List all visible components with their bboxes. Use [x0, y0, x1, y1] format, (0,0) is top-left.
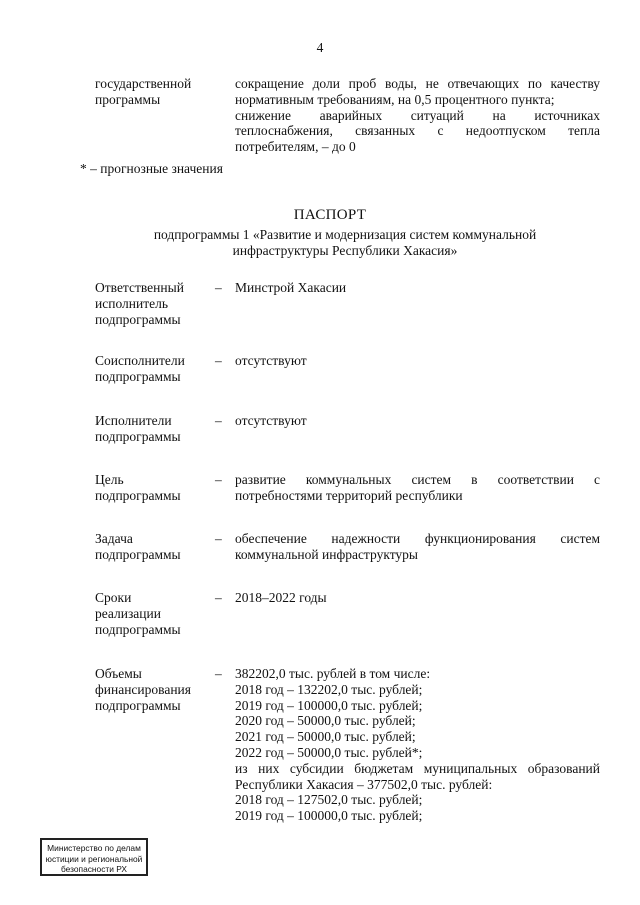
value-line: Минстрой Хакасии [235, 280, 347, 295]
dash: – [215, 590, 222, 605]
value-line: из них субсидии бюджетам муниципальных образований [235, 760, 600, 776]
passport-row-label [95, 413, 210, 445]
label-line: Цель [95, 472, 124, 487]
continuation-value-line: теплоснабжения, связанных с недоотпуском тепла [235, 123, 600, 139]
passport-row-label [95, 590, 210, 637]
value-line: 2022 год – 50000,0 тыс. рублей*; [235, 744, 423, 760]
passport-row-label [95, 666, 210, 713]
value-line: обеспечение надежности функционирования систем [235, 531, 600, 546]
label-line: финансирования [95, 681, 191, 697]
continuation-label-line: программы [95, 91, 161, 107]
passport-subtitle-line: подпрограммы 1 «Развитие и модернизация систем коммунальной [153, 227, 537, 242]
passport-title: ПАСПОРТ [293, 207, 367, 223]
value-line: 2020 год – 50000,0 тыс. рублей; [235, 713, 416, 729]
dash: – [215, 666, 222, 681]
stamp-line: безопасности РХ [60, 864, 128, 874]
passport-row-value [235, 353, 600, 369]
continuation-value-line: снижение аварийных ситуаций на источниках [235, 107, 600, 123]
passport-row-label [95, 280, 210, 327]
label-line: Задача [95, 531, 133, 546]
value-line: 2019 год – 100000,0 тыс. рублей; [235, 697, 423, 713]
passport-row-value [235, 666, 600, 824]
passport-row-label [95, 353, 210, 385]
label-line: подпрограммы [95, 487, 181, 503]
continuation-value [235, 76, 600, 155]
value-line: 2018 год – 127502,0 тыс. рублей; [235, 792, 423, 808]
passport-row-label [95, 472, 210, 504]
passport-row-value [235, 472, 600, 504]
passport-row-value [235, 590, 600, 606]
passport-row-label [95, 531, 210, 563]
continuation-label-line: государственной [95, 76, 192, 91]
value-line: 2019 год – 100000,0 тыс. рублей; [235, 808, 423, 824]
label-line: Ответственный [95, 280, 184, 295]
continuation-label [95, 76, 225, 108]
value-line: развитие коммунальных систем в соответствии с [235, 472, 600, 487]
value-line: 2018 год – 132202,0 тыс. рублей; [235, 681, 423, 697]
passport-subtitle-line: инфраструктуры Республики Хакасия» [232, 242, 458, 258]
continuation-value-line: нормативным требованиям, на 0,5 процентного пункта; [235, 91, 555, 107]
label-line: Сроки [95, 590, 132, 605]
label-line: подпрограммы [95, 546, 181, 562]
value-line: отсутствуют [235, 413, 307, 428]
label-line: подпрограммы [95, 368, 181, 384]
passport-row-value [235, 413, 600, 429]
dash: – [215, 531, 222, 546]
dash: – [215, 472, 222, 487]
label-line: подпрограммы [95, 621, 181, 637]
continuation-value-line: потребителям, – до 0 [235, 139, 356, 155]
value-line: 2021 год – 50000,0 тыс. рублей; [235, 729, 416, 745]
label-line: подпрограммы [95, 428, 181, 444]
value-line: 382202,0 тыс. рублей в том числе: [235, 666, 431, 681]
label-line: Соисполнители [95, 353, 185, 368]
value-line: 2018–2022 годы [235, 590, 327, 605]
footnote: * – прогнозные значения [80, 161, 223, 176]
value-line: отсутствуют [235, 353, 307, 368]
label-line: Исполнители [95, 413, 172, 428]
passport-row-value [235, 531, 600, 563]
value-line: потребностями территорий республики [235, 487, 463, 503]
passport-subtitle [0, 227, 640, 259]
ministry-stamp [40, 838, 148, 876]
passport-row-value [235, 280, 600, 296]
dash: – [215, 280, 222, 295]
stamp-line: юстиции и региональной [45, 853, 143, 864]
label-line: подпрограммы [95, 697, 181, 713]
stamp-line: Министерство по делам [47, 843, 141, 853]
label-line: подпрограммы [95, 311, 181, 327]
page-number: 4 [316, 40, 324, 55]
label-line: Объемы [95, 666, 142, 681]
dash: – [215, 353, 222, 368]
continuation-value-line: сокращение доли проб воды, не отвечающих по качеству [235, 76, 600, 91]
label-line: реализации [95, 605, 161, 621]
value-line: Республики Хакасия – 377502,0 тыс. рублей: [235, 776, 493, 792]
dash: – [215, 413, 222, 428]
value-line: коммунальной инфраструктуры [235, 546, 418, 562]
label-line: исполнитель [95, 295, 168, 311]
